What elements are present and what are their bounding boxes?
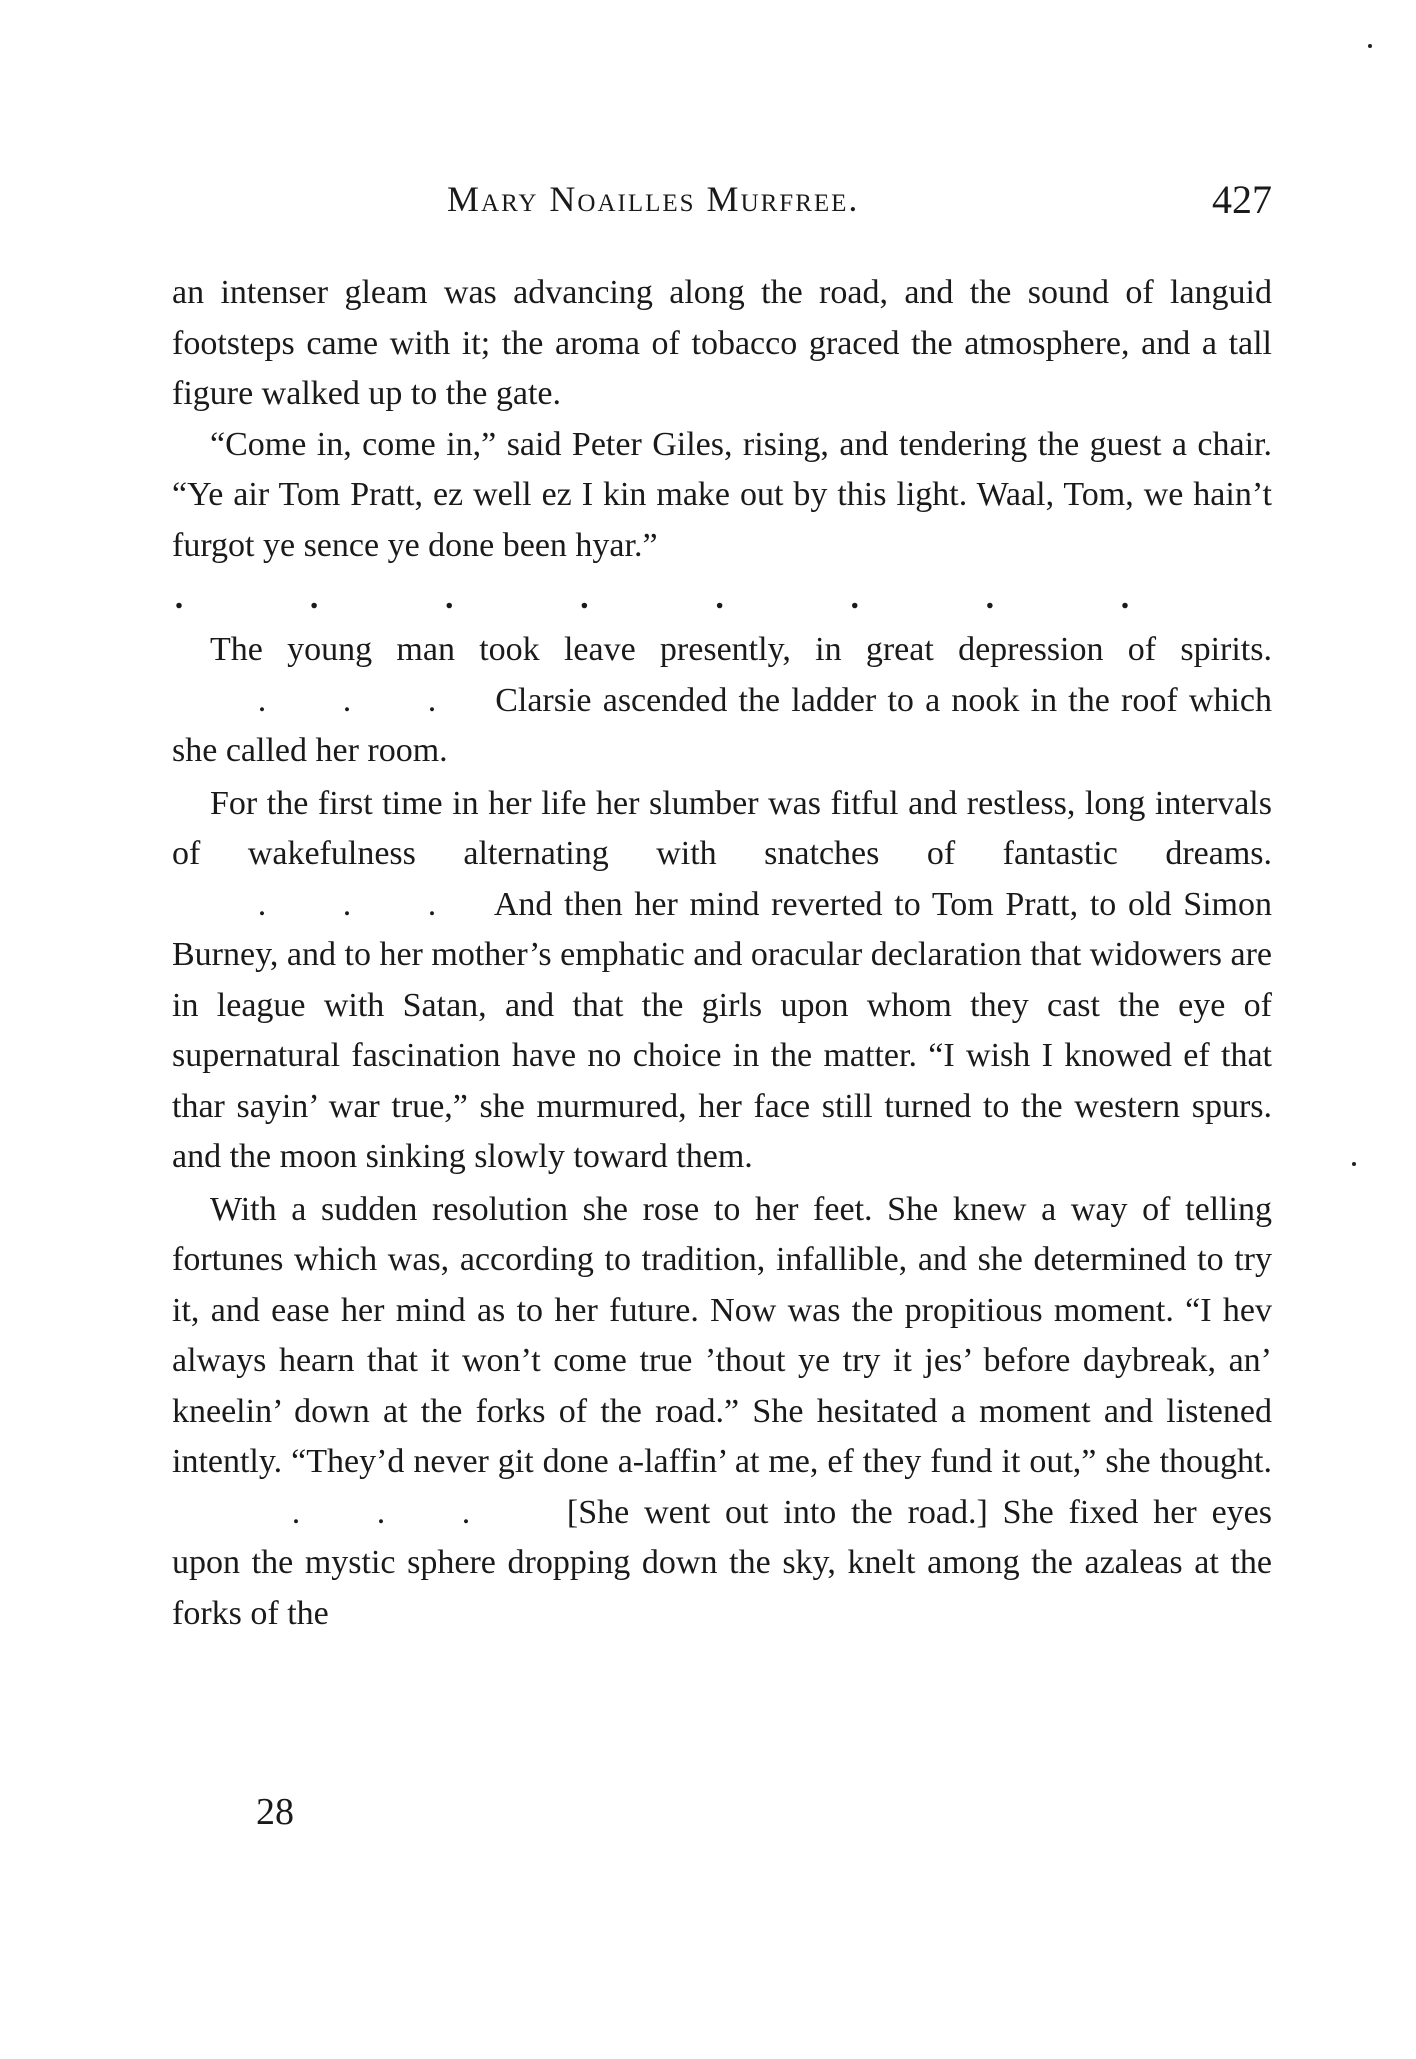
dot: .: [580, 578, 589, 616]
dot: .: [1120, 578, 1130, 616]
print-speck: [1368, 44, 1372, 48]
dot: .: [309, 578, 319, 616]
book-page: [172, 0, 1272, 2059]
paragraph: an intenser gleam was advancing along the road, and the sound of languid footsteps came with it; the aroma of tobacco graced the atmosphere, and a tall figure walked up to the gate.: [172, 274, 1272, 412]
omission-dots: . . .: [257, 885, 437, 923]
body-text: [172, 268, 1272, 1639]
dot: .: [445, 578, 454, 616]
page-number: 427: [1212, 177, 1272, 222]
signature-mark: 28: [256, 1791, 294, 1833]
running-head: [172, 178, 1272, 226]
paragraph: [172, 779, 1272, 1183]
running-title: Mary Noailles Murfree.: [447, 179, 860, 219]
paragraph-text: [She went out into the road.] She fixed her eyes upon the mystic sphere dropping down the sky, knelt among the azaleas at the forks of the: [172, 1493, 1273, 1632]
section-break-dots: [172, 573, 1132, 623]
paragraph: “Come in, come in,” said Peter Giles, rising, and tendering the guest a chair. “Ye air Tom Pratt, ez well ez I kin make out by this light. Waal, Tom, we hain’t furgot ye sence ye done been hyar.”: [172, 425, 1272, 564]
dot: .: [850, 578, 859, 616]
paragraph-text: For the first time in her life her slumber was fitful and restless, long intervals of wakefulness alternating with snatches of fantastic dreams.: [172, 784, 1272, 872]
paragraph-text: With a sudden resolution she rose to her feet. She knew a way of telling fortunes which was, according to tradition, infallible, and she determined to try it, and ease her mind as to her future. Now was the propitious moment. “I hev always hearn that it won’t come true ’thout ye try it jes’ before daybreak, an’ kneelin’ down at the forks of the road.” She hesitated a moment and listened intently. “They’d never git done a-laffin’ at me, ef they fund it out,” she thought.: [172, 1190, 1272, 1480]
paragraph-text: Clarsie ascended the ladder to a nook in the roof which she called her room.: [172, 681, 1272, 769]
paragraph: [172, 625, 1272, 777]
dot: .: [985, 578, 995, 616]
dot: .: [174, 578, 184, 616]
omission-dots: . . .: [291, 1493, 471, 1531]
paragraph-text: The young man took leave presently, in great depression of spirits.: [210, 631, 1272, 668]
print-speck: [1352, 1162, 1356, 1166]
paragraph: [172, 1185, 1272, 1640]
omission-dots: . . .: [257, 681, 437, 719]
paragraph-text: And then her mind reverted to Tom Pratt, to old Simon Burney, and to her mother’s emphatic and oracular declaration that widowers are in league with Satan, and that the girls upon whom they cast the eye of supernatural fascination have no choice in the matter. “I wish I knowed ef that thar sayin’ war true,” she murmured, her face still turned to the western spurs. and the moon sinking slowly toward them.: [172, 885, 1273, 1175]
dot: .: [715, 578, 724, 616]
